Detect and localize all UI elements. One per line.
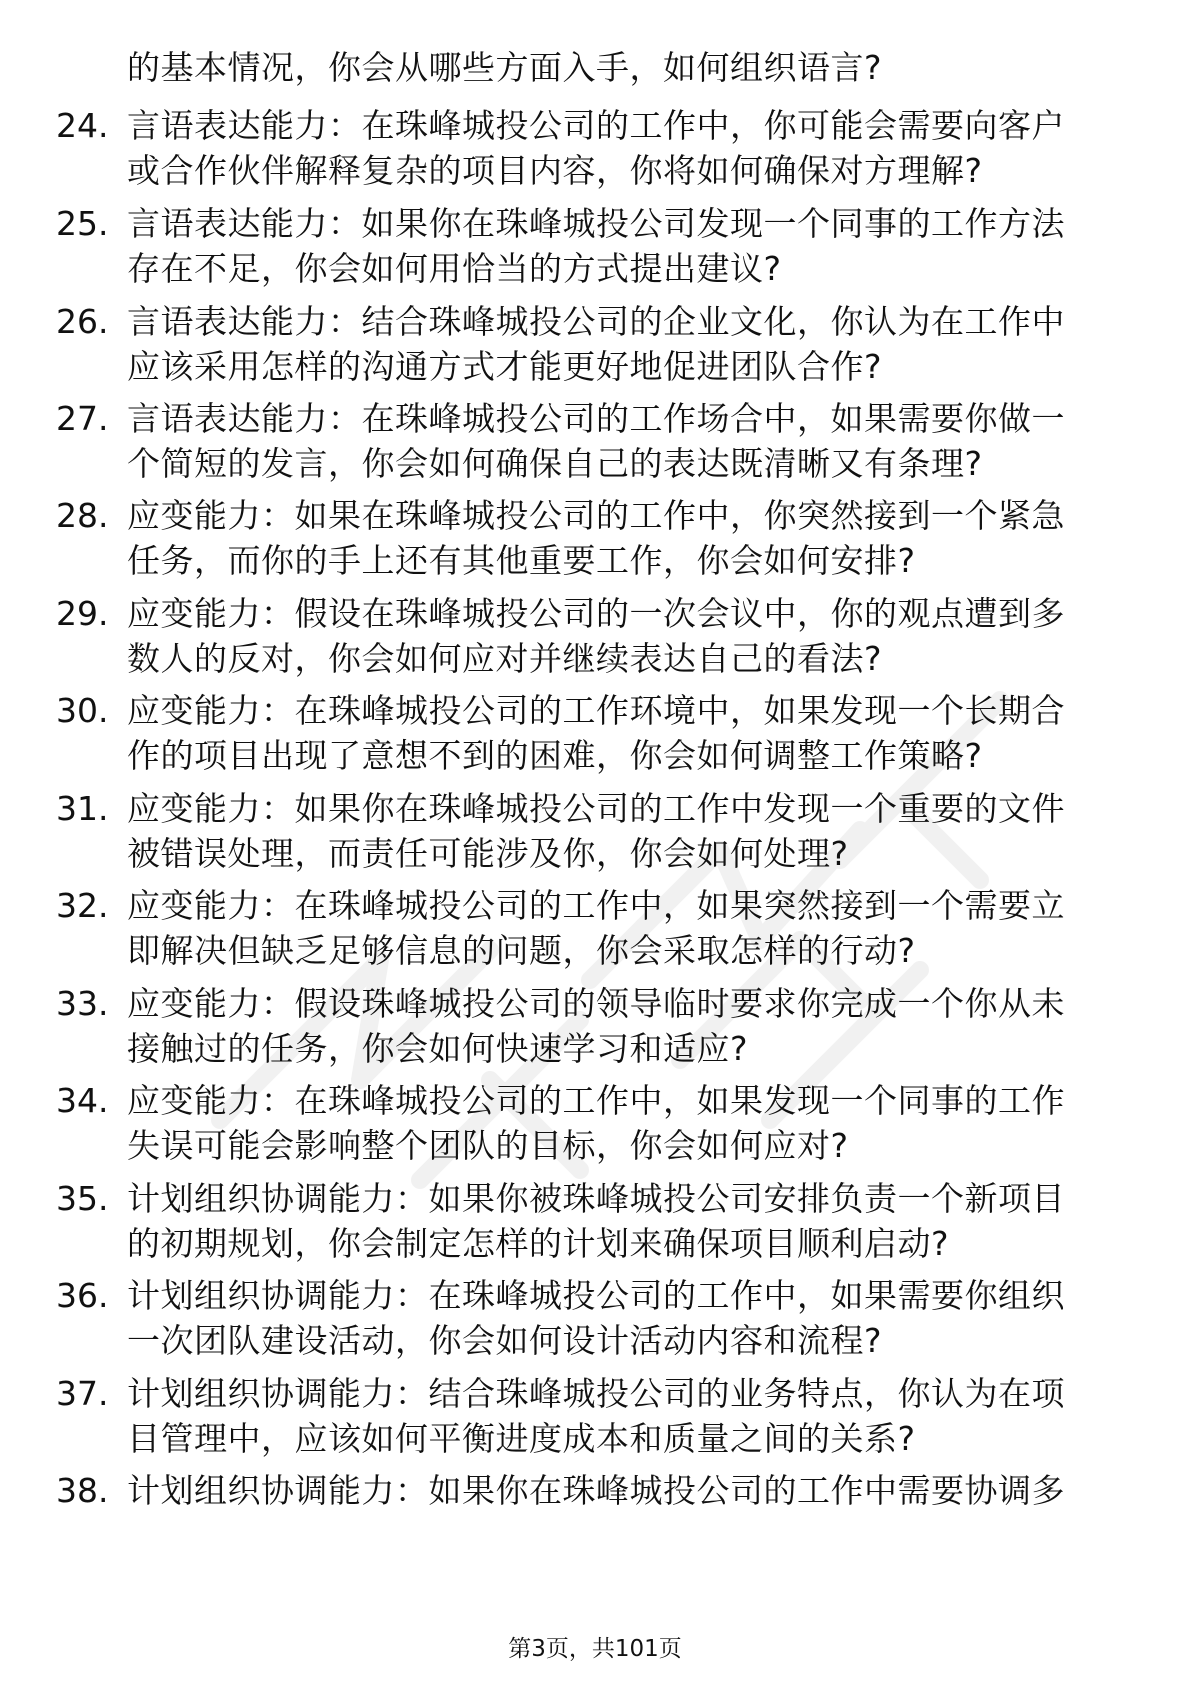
list-item: [0, 492, 1190, 592]
question-number: 31.: [56, 789, 109, 828]
question-text-line-1: 应变能力：在珠峰城投公司的工作中，如果突然接到一个需要立: [127, 886, 1065, 925]
list-item: [0, 1467, 1190, 1567]
question-text-line-1: 应变能力：在珠峰城投公司的工作环境中，如果发现一个长期合: [127, 691, 1065, 730]
list-item: [0, 1272, 1190, 1372]
question-text-line-2: 失误可能会影响整个团队的目标，你会如何应对?: [127, 1126, 849, 1165]
question-text-line-1: 计划组织协调能力：结合珠峰城投公司的业务特点，你认为在项: [127, 1374, 1065, 1413]
question-text-line-2: 任务，而你的手上还有其他重要工作，你会如何安排?: [127, 541, 916, 580]
list-item: [0, 980, 1190, 1080]
question-number: 36.: [56, 1276, 109, 1315]
question-text-line-2: 应该采用怎样的沟通方式才能更好地促进团队合作?: [127, 347, 883, 386]
question-text-line-1: 言语表达能力：在珠峰城投公司的工作中，你可能会需要向客户: [127, 106, 1065, 145]
question-text-line-1: 应变能力：如果在珠峰城投公司的工作中，你突然接到一个紧急: [127, 496, 1065, 535]
list-item: [0, 1175, 1190, 1275]
question-text-line-2: 数人的反对，你会如何应对并继续表达自己的看法?: [127, 639, 883, 678]
question-text-line-1: 言语表达能力：如果你在珠峰城投公司发现一个同事的工作方法: [127, 204, 1065, 243]
page-number-footer: 第3页，共101页: [508, 1636, 682, 1662]
list-item: [0, 785, 1190, 885]
list-item: [0, 1370, 1190, 1470]
question-number: 26.: [56, 302, 109, 341]
question-number: 38.: [56, 1471, 109, 1510]
question-text-line-2: 存在不足，你会如何用恰当的方式提出建议?: [127, 249, 782, 288]
question-text-line-2: 目管理中，应该如何平衡进度成本和质量之间的关系?: [127, 1419, 916, 1458]
question-number: 27.: [56, 399, 109, 438]
question-text-line-1: 言语表达能力：结合珠峰城投公司的企业文化，你认为在工作中: [127, 302, 1065, 341]
question-text-line-2: 接触过的任务，你会如何快速学习和适应?: [127, 1029, 749, 1068]
question-text-line-2: 的初期规划，你会制定怎样的计划来确保项目顺利启动?: [127, 1224, 950, 1263]
question-number: 24.: [56, 106, 109, 145]
question-number: 25.: [56, 204, 109, 243]
list-item: [0, 882, 1190, 982]
question-text-line-2: 作的项目出现了意想不到的困难，你会如何调整工作策略?: [127, 736, 983, 775]
list-item: [0, 200, 1190, 300]
question-number: 37.: [56, 1374, 109, 1413]
question-text-line-2: 一次团队建设活动，你会如何设计活动内容和流程?: [127, 1321, 883, 1360]
question-text-line-1: 计划组织协调能力：在珠峰城投公司的工作中，如果需要你组织: [127, 1276, 1065, 1315]
list-item: [0, 687, 1190, 787]
question-text-line-1: 应变能力：假设在珠峰城投公司的一次会议中，你的观点遭到多: [127, 594, 1065, 633]
question-text-line-1: 应变能力：假设珠峰城投公司的领导临时要求你完成一个你从未: [127, 984, 1065, 1023]
question-number: 30.: [56, 691, 109, 730]
question-text-line-2: 或合作伙伴解释复杂的项目内容，你将如何确保对方理解?: [127, 151, 983, 190]
question-number: 35.: [56, 1179, 109, 1218]
list-item: [0, 298, 1190, 398]
question-number: 32.: [56, 886, 109, 925]
list-item: [0, 1077, 1190, 1177]
question-number: 34.: [56, 1081, 109, 1120]
list-item: [0, 395, 1190, 495]
question-text-line-1: 计划组织协调能力：如果你在珠峰城投公司的工作中需要协调多: [127, 1471, 1065, 1510]
question-text-line-1: 应变能力：在珠峰城投公司的工作中，如果发现一个同事的工作: [127, 1081, 1065, 1120]
question-text-line-2: 即解决但缺乏足够信息的问题，你会采取怎样的行动?: [127, 931, 916, 970]
question-text-line-2: 个简短的发言，你会如何确保自己的表达既清晰又有条理?: [127, 444, 983, 483]
question-number: 33.: [56, 984, 109, 1023]
question-number: 28.: [56, 496, 109, 535]
question-text-line-1: 计划组织协调能力：如果你被珠峰城投公司安排负责一个新项目: [127, 1179, 1065, 1218]
list-item: [0, 102, 1190, 202]
question-number: 29.: [56, 594, 109, 633]
question-text-line-2: 被错误处理，而责任可能涉及你，你会如何处理?: [127, 834, 849, 873]
continued-question-text: 的基本情况，你会从哪些方面入手，如何组织语言?: [127, 48, 883, 87]
question-text-line-1: 应变能力：如果你在珠峰城投公司的工作中发现一个重要的文件: [127, 789, 1065, 828]
question-text-line-1: 言语表达能力：在珠峰城投公司的工作场合中，如果需要你做一: [127, 399, 1065, 438]
list-item: [0, 590, 1190, 690]
